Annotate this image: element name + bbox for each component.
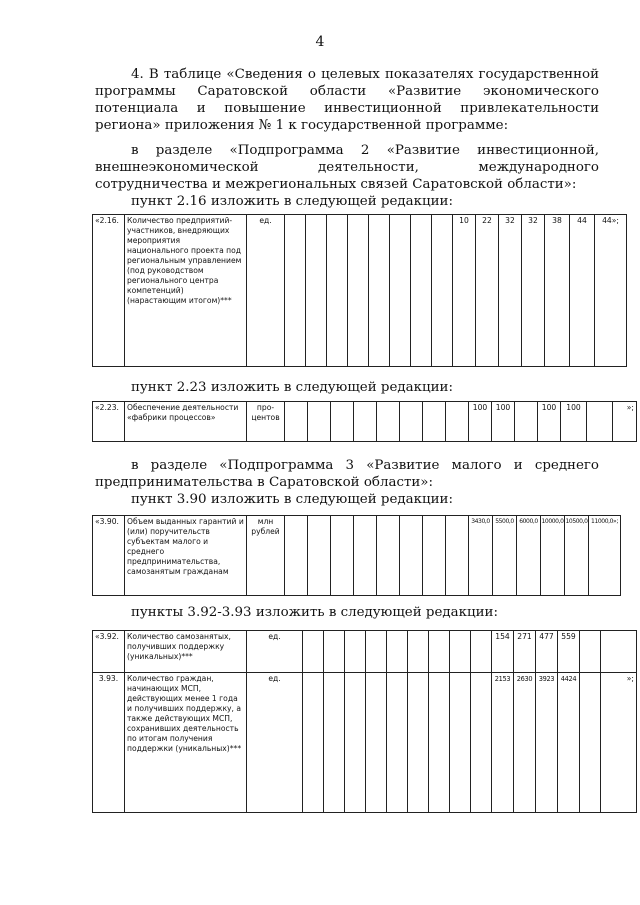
value-cell: 44»; xyxy=(595,215,627,367)
value-cell: 10 xyxy=(453,215,476,367)
value-cell xyxy=(515,402,538,442)
section2-paragraph: в разделе «Подпрограмма 2 «Развитие инвестиционной, внешнеэкономической деятельности, международного сотрудничества и межрегиональных связей Саратовской области»: xyxy=(95,143,599,192)
intro-paragraph: 4. В таблице «Сведения о целевых показателях государственной программы Саратовской области «Развитие экономического потенциала и повышение инвестиционной привлекательности региона» приложения № 1 к государственной программе: xyxy=(95,67,599,133)
value-cell xyxy=(432,215,453,367)
table-row xyxy=(93,402,637,442)
section3-paragraph: в разделе «Подпрограмма 3 «Развитие малого и среднего предпринимательства в Саратовской области»: xyxy=(95,458,599,490)
value-cell xyxy=(580,673,601,813)
value-cell xyxy=(366,631,387,673)
value-cell xyxy=(387,673,408,813)
value-cell xyxy=(308,516,331,596)
value-cell xyxy=(331,516,354,596)
value-cell: 154 xyxy=(492,631,514,673)
value-cell xyxy=(377,402,400,442)
value-cell: 3430,0 xyxy=(469,516,493,596)
value-cell xyxy=(308,402,331,442)
indicator-name: Количество самозанятых, получивших поддержку (уникальных)*** xyxy=(125,631,247,673)
indicator-name: Объем выданных гарантий и (или) поручительств субъектам малого и среднего предпринимательства, самозанятым гражданам xyxy=(125,516,247,596)
value-cell: 22 xyxy=(476,215,499,367)
value-cell xyxy=(446,402,469,442)
value-cell xyxy=(387,631,408,673)
p216-heading: пункт 2.16 изложить в следующей редакции: xyxy=(131,194,453,209)
value-cell: 44 xyxy=(570,215,595,367)
value-cell: 11000,0»; xyxy=(589,516,621,596)
value-cell: 32 xyxy=(499,215,522,367)
value-cell xyxy=(446,516,469,596)
table-row-216 xyxy=(92,214,627,367)
value-cell xyxy=(324,631,345,673)
value-cell xyxy=(354,402,377,442)
page-number: 4 xyxy=(315,34,325,50)
unit-cell: ед. xyxy=(247,631,303,673)
value-cell xyxy=(303,673,324,813)
value-cell xyxy=(348,215,369,367)
indicator-name: Количество граждан, начинающих МСП, действующих менее 1 года и получивших поддержку, а также действующих МСП, сохранивших деятельность по итогам получения поддержки (уникальных)*** xyxy=(125,673,247,813)
value-cell: 2630 xyxy=(514,673,536,813)
row-number: «3.90. xyxy=(93,516,125,596)
indicator-name: Обеспечение деятельности «фабрики процессов» xyxy=(125,402,247,442)
value-cell: »; xyxy=(613,402,637,442)
value-cell xyxy=(285,516,308,596)
value-cell: 38 xyxy=(545,215,570,367)
table-row-390 xyxy=(92,515,621,596)
table-rows-392-393 xyxy=(92,630,637,813)
value-cell xyxy=(587,402,613,442)
value-cell: 271 xyxy=(514,631,536,673)
value-cell: 10500,0 xyxy=(565,516,589,596)
value-cell: 100 xyxy=(561,402,587,442)
value-cell xyxy=(306,215,327,367)
value-cell xyxy=(400,402,423,442)
value-cell: 32 xyxy=(522,215,545,367)
value-cell xyxy=(408,631,429,673)
value-cell xyxy=(390,215,411,367)
value-cell xyxy=(354,516,377,596)
value-cell xyxy=(285,215,306,367)
value-cell: 6000,0 xyxy=(517,516,541,596)
table-row xyxy=(93,631,637,673)
value-cell xyxy=(345,631,366,673)
row-number: «2.23. xyxy=(93,402,125,442)
value-cell: 100 xyxy=(492,402,515,442)
value-cell: 4424 xyxy=(558,673,580,813)
value-cell xyxy=(324,673,345,813)
p392-heading: пункты 3.92-3.93 изложить в следующей редакции: xyxy=(131,605,498,620)
value-cell xyxy=(331,402,354,442)
value-cell xyxy=(423,516,446,596)
table-row xyxy=(93,673,637,813)
value-cell xyxy=(471,631,492,673)
value-cell xyxy=(400,516,423,596)
table-row-223 xyxy=(92,401,637,442)
p390-heading: пункт 3.90 изложить в следующей редакции: xyxy=(131,492,453,507)
value-cell: 100 xyxy=(469,402,492,442)
value-cell xyxy=(450,631,471,673)
value-cell xyxy=(408,673,429,813)
value-cell xyxy=(429,631,450,673)
value-cell xyxy=(369,215,390,367)
table-row xyxy=(93,215,627,367)
value-cell: 3923 xyxy=(536,673,558,813)
value-cell xyxy=(285,402,308,442)
value-cell xyxy=(377,516,400,596)
unit-cell: ед. xyxy=(247,215,285,367)
value-cell: 100 xyxy=(538,402,561,442)
value-cell: 477 xyxy=(536,631,558,673)
row-number: «2.16. xyxy=(93,215,125,367)
unit-cell: про-центов xyxy=(247,402,285,442)
value-cell xyxy=(327,215,348,367)
value-cell xyxy=(423,402,446,442)
value-cell xyxy=(450,673,471,813)
row-number: 3.93. xyxy=(93,673,125,813)
value-cell xyxy=(580,631,601,673)
value-cell: 2153 xyxy=(492,673,514,813)
value-cell xyxy=(366,673,387,813)
value-cell xyxy=(471,673,492,813)
value-cell xyxy=(345,673,366,813)
value-cell: 10000,0 xyxy=(541,516,565,596)
unit-cell: млн рублей xyxy=(247,516,285,596)
indicator-name: Количество предприятий-участников, внедряющих мероприятия национального проекта под региональным управлением (под руководством регионального центра компетенций) (нарастающим итогом)*** xyxy=(125,215,247,367)
value-cell: 559 xyxy=(558,631,580,673)
value-cell xyxy=(429,673,450,813)
value-cell: »; xyxy=(601,673,637,813)
table-row xyxy=(93,516,621,596)
value-cell xyxy=(601,631,637,673)
value-cell xyxy=(411,215,432,367)
row-number: «3.92. xyxy=(93,631,125,673)
unit-cell: ед. xyxy=(247,673,303,813)
value-cell: 5500,0 xyxy=(493,516,517,596)
p223-heading: пункт 2.23 изложить в следующей редакции: xyxy=(131,380,453,395)
value-cell xyxy=(303,631,324,673)
